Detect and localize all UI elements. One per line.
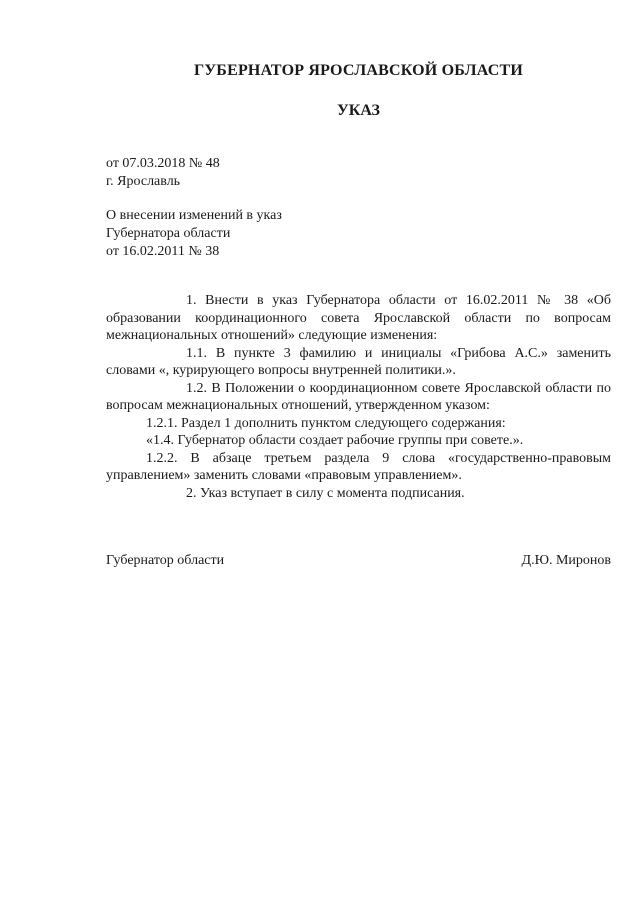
subject-line: Губернатора области (106, 226, 231, 241)
item-number: 1.1. (186, 345, 207, 361)
item-number: 1.2. (186, 380, 207, 396)
item-number: 2. (186, 485, 197, 501)
item-paragraph (106, 292, 611, 345)
document-subject (106, 207, 282, 261)
item-text: «1.4. Губернатор области создает рабочие группы при совете.». (146, 433, 524, 448)
item-paragraph (106, 415, 611, 433)
document-place: г. Ярославль (106, 174, 181, 189)
item-number: 1.2.2. (146, 450, 178, 466)
signatory-name: Д.Ю. Миронов (521, 553, 611, 568)
issuer-heading: ГУБЕРНАТОР ЯРОСЛАВСКОЙ ОБЛАСТИ (193, 62, 524, 79)
item-text: Внести в указ Губернатора области от 16.02.2011 № 38 «Об образовании координационного совета Ярославской области по вопросам межнациональных отношений» следующие изменения: (106, 293, 612, 343)
subject-line: от 16.02.2011 № 38 (106, 244, 220, 259)
document-type-heading: УКАЗ (337, 102, 380, 119)
item-paragraph (106, 432, 611, 450)
document-meta (106, 155, 220, 191)
document-body (106, 292, 611, 502)
item-paragraph (106, 345, 611, 380)
item-number: 1. (186, 293, 197, 308)
subject-line: О внесении изменений в указ (106, 208, 282, 223)
item-text: Раздел 1 дополнить пунктом следующего содержания: (181, 415, 506, 431)
item-text: В абзаце третьем раздела 9 слова «государственно-правовым управлением» заменить словами «правовым управлением». (106, 450, 612, 483)
item-text: В пункте 3 фамилию и инициалы «Грибова А.С.» заменить словами «, курирующего вопросы внутренней политики.». (106, 345, 612, 378)
item-paragraph (106, 485, 611, 503)
item-paragraph (106, 380, 611, 415)
signatory-position: Губернатор области (106, 553, 225, 568)
item-text: В Положении о координационном совете Ярославской области по вопросам межнациональных отношений, утвержденном указом: (106, 380, 611, 413)
document-date-number: от 07.03.2018 № 48 (106, 156, 220, 171)
item-paragraph (106, 450, 611, 485)
signature-block (106, 553, 611, 569)
item-text: Указ вступает в силу с момента подписания. (200, 485, 465, 501)
item-number: 1.2.1. (146, 415, 178, 431)
